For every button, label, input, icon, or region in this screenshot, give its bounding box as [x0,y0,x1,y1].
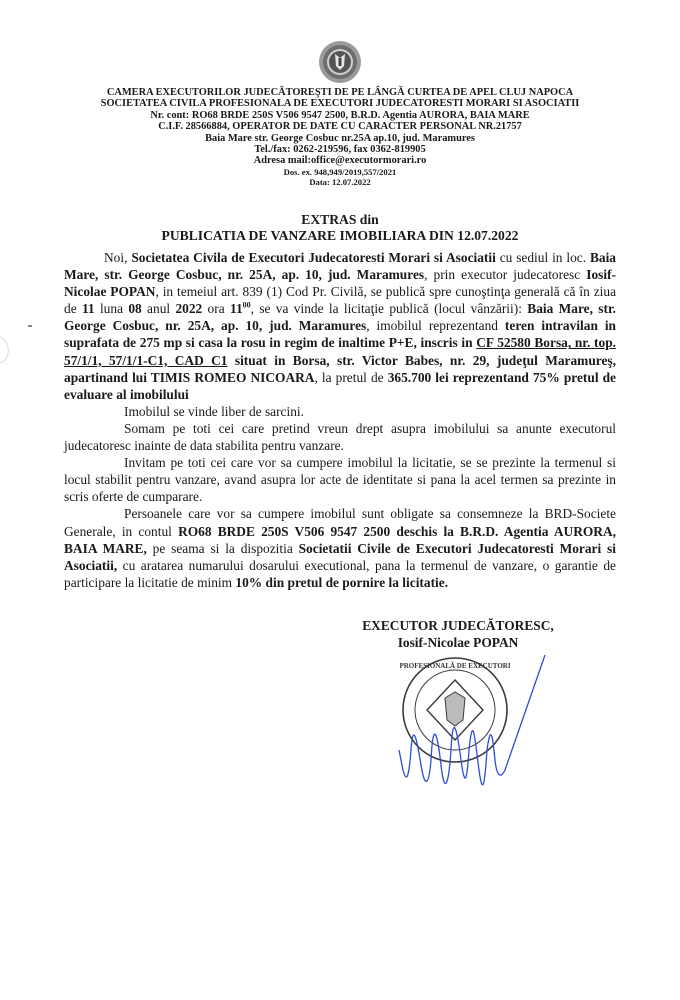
letterhead-bank-account: Nr. cont: RO68 BRDE 250S V506 9547 2500, B.R.D. Agentia AURORA, BAIA MARE [150,109,530,121]
letterhead-cif: C.I.F. 28566884, OPERATOR DE DATE CU CARACTER PERSONAL NR.21757 [158,121,522,133]
bank-account: RO68 BRDE 250S V506 9547 2500 deschis la B.R.D. Agentia AURORA, BAIA MARE, [64,523,616,556]
file-numbers: Dos. ex. 948,949/2019,557/2021 [283,166,397,177]
coat-of-arms-seal-icon [318,40,362,84]
title-line-1: EXTRAS din [301,212,379,227]
paragraph-encumbrances: Imobilul se vinde liber de sarcini. [124,403,304,419]
document-date: Data: 12.07.2022 [309,177,371,188]
signer-role: EXECUTOR JUDECĂTORESC, [362,618,554,633]
paragraph-invitation: Invitam pe toti cei care vor sa cumpere imobilul la licitatie, se se prezinte la termenul si locul stabilit pentru vanzare, avand asupra lor acte de identitate si pana la acel termen sa prezinte in scris oferte de cumparare. [64,455,616,505]
svg-text:PROFESIONALĂ DE EXECUTORI: PROFESIONALĂ DE EXECUTORI [399,662,511,670]
paragraph-announcement: Noi, Societatea Civila de Executori Judecatoresti Morari si Asociatii cu sediul in loc. Baia Mare, str. George Cosbuc, nr. 25A, ap. 10, jud. Maramures, prin executor judecatoresc Iosif-Nicolae POPAN, in temeiul art. 839 (1) Cod Pr. Civilă, se publică spre cunoştinţa generală că în ziua de 11 luna 08 anul 2022 ora $11^{00}$, se va vinde la licitaţie publică (locul vânzării): Baia Mare, str. George Cosbuc, nr. 25A, ap. 10, jud. Maramures, imobilul reprezentand teren intravilan in suprafata de 275 mp si casa la rosu in regim de inaltime P+E, inscris in CF 52580 Borsa, nr. top. 57/1/1, 57/1/1-C1, CAD C1 situat in Borsa, str. Victor Babes, nr. 29, judeţul Maramureş, apartinand lui TIMIS ROMEO NICOARA, la pretul de 365.700 lei reprezentand 75% pretul de evaluare al imobilului [64,250,617,402]
letterhead-phone: Tel./fax: 0262-219596, fax 0362-819905 [254,144,426,156]
paragraph-summons: Somam pe toti cei care pretind vreun drept asupra imobilului sa anunte executorul judecatoresc inainte de data stabilita pentru vanzare. [64,420,616,454]
paragraph-guarantee: Persoanele care vor sa cumpere imobilul sunt obligate sa consemneze la BRD-Societe Generale, in contul RO68 BRDE 250S V506 9547 2500 deschis la B.R.D. Agentia AURORA, BAIA MARE, pe seama si la dispozitia Societatii Civile de Executori Judecatoresti Morari si Asociatii, cu aratarea numarului dosarului executional, pana la termenul de vanzare, o garantie de participare la licitatie de minim 10% din pretul de pornire la licitatie. [64,506,616,590]
document-title [60,212,620,244]
letterhead [60,87,620,188]
land-registry-reference: CF 52580 Borsa, nr. top. 57/1/1, 57/1/1-C1, CAD C1 [64,335,616,368]
guarantee-amount: 10% din pretul de pornire la licitatie. [235,574,449,590]
sale-price: 365.700 lei reprezentand 75% pretul de evaluare al imobilului [64,369,617,402]
title-line-2: PUBLICATIA DE VANZARE IMOBILIARA DIN 12.07.2022 [161,228,519,243]
official-stamp-icon [395,650,570,820]
signature-block [348,617,568,651]
letterhead-email: Adresa mail:office@executormorari.ro [253,155,427,167]
scan-dot [28,325,32,327]
letterhead-address: Baia Mare str. George Cosbuc nr.25A ap.10, jud. Maramures [205,132,475,144]
document-body [64,249,616,591]
signer-name: Iosif-Nicolae POPAN [397,635,519,650]
handwritten-signature-icon [399,655,545,785]
scan-margin-mark [0,335,14,365]
letterhead-chamber: CAMERA EXECUTORILOR JUDECĂTOREŞTI DE PE LÂNGĂ CURTEA DE APEL CLUJ NAPOCA [106,87,574,98]
letterhead-company: SOCIETATEA CIVILA PROFESIONALA DE EXECUTORI JUDECATORESTI MORARI SI ASOCIATII [100,98,580,110]
